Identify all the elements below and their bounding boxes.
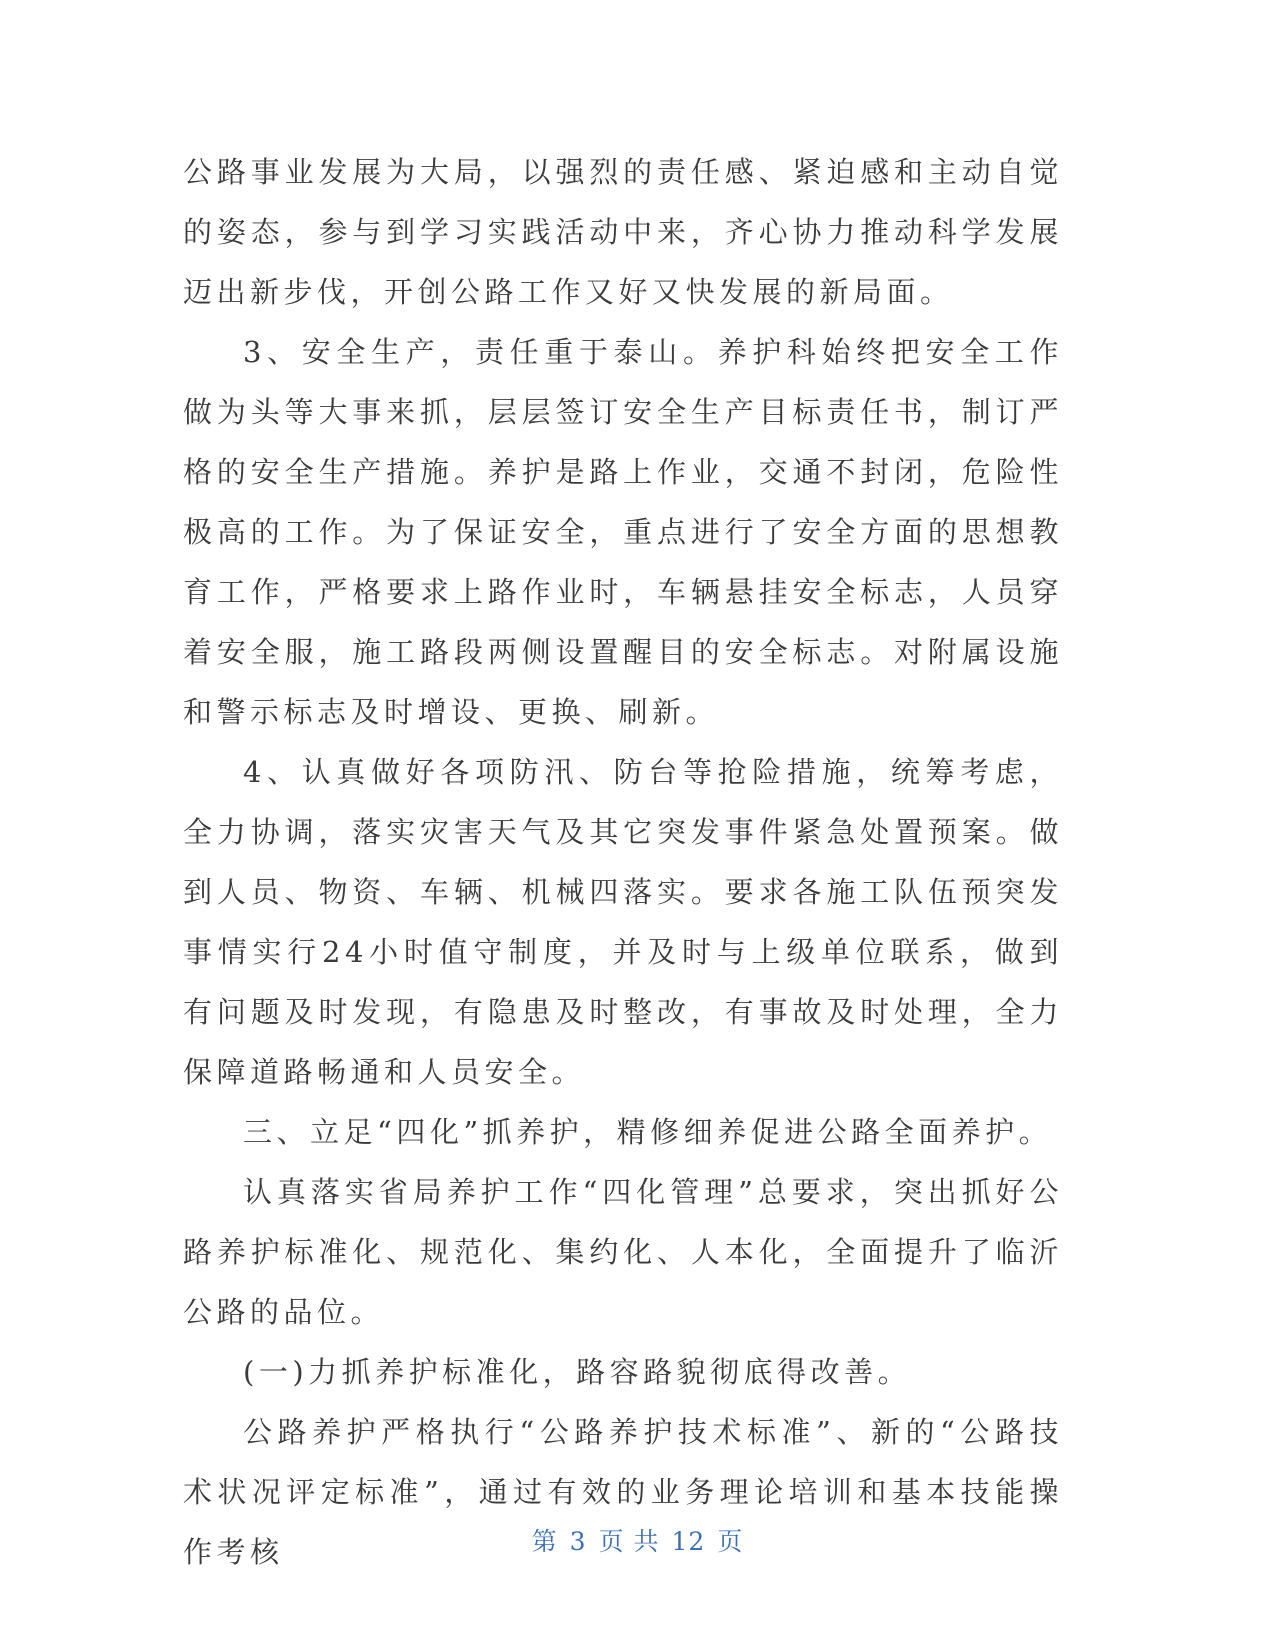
paragraph-5: 认真落实省局养护工作“四化管理”总要求，突出抓好公路养护标准化、规范化、集约化、人本化，全面提升了临沂公路的品位。 [183,1175,1063,1329]
document-body [183,142,1063,1582]
paragraph-1: 公路事业发展为大局，以强烈的责任感、紧迫感和主动自觉的姿态，参与到学习实践活动中来，齐心协力推动科学发展迈出新步伐，开创公路工作又好又快发展的新局面。 [183,155,1063,309]
footer-middle: 页 共 [598,1527,660,1556]
paragraph-7: 公路养护严格执行“公路养护技术标准”、新的“公路技术状况评定标准”，通过有效的业务理论培训和基本技能操作考核 [183,1415,1063,1569]
footer-prefix: 第 [531,1527,558,1556]
footer-suffix: 页 [717,1527,744,1556]
footer-current-page: 3 [569,1527,587,1556]
section-heading: 三、立足“四化”抓养护，精修细养促进公路全面养护。 [243,1115,1053,1149]
footer-total-pages: 12 [671,1527,706,1556]
subsection-heading: (一)力抓养护标准化，路容路貌彻底得改善。 [243,1355,912,1389]
page-number-footer [0,1522,1275,1558]
paragraph-3: 4、认真做好各项防汛、防台等抢险措施，统筹考虑，全力协调，落实灾害天气及其它突发事件紧急处置预案。做到人员、物资、车辆、机械四落实。要求各施工队伍预突发事情实行24小时值守制度，并及时与上级单位联系，做到有问题及时发现，有隐患及时整改，有事故及时处理，全力保障道路畅通和人员安全。 [183,755,1063,1089]
paragraph-2: 3、安全生产，责任重于泰山。养护科始终把安全工作做为头等大事来抓，层层签订安全生产目标责任书，制订严格的安全生产措施。养护是路上作业，交通不封闭，危险性极高的工作。为了保证安全，重点进行了安全方面的思想教育工作，严格要求上路作业时，车辆悬挂安全标志，人员穿着安全服，施工路段两侧设置醒目的安全标志。对附属设施和警示标志及时增设、更换、刷新。 [183,335,1063,729]
